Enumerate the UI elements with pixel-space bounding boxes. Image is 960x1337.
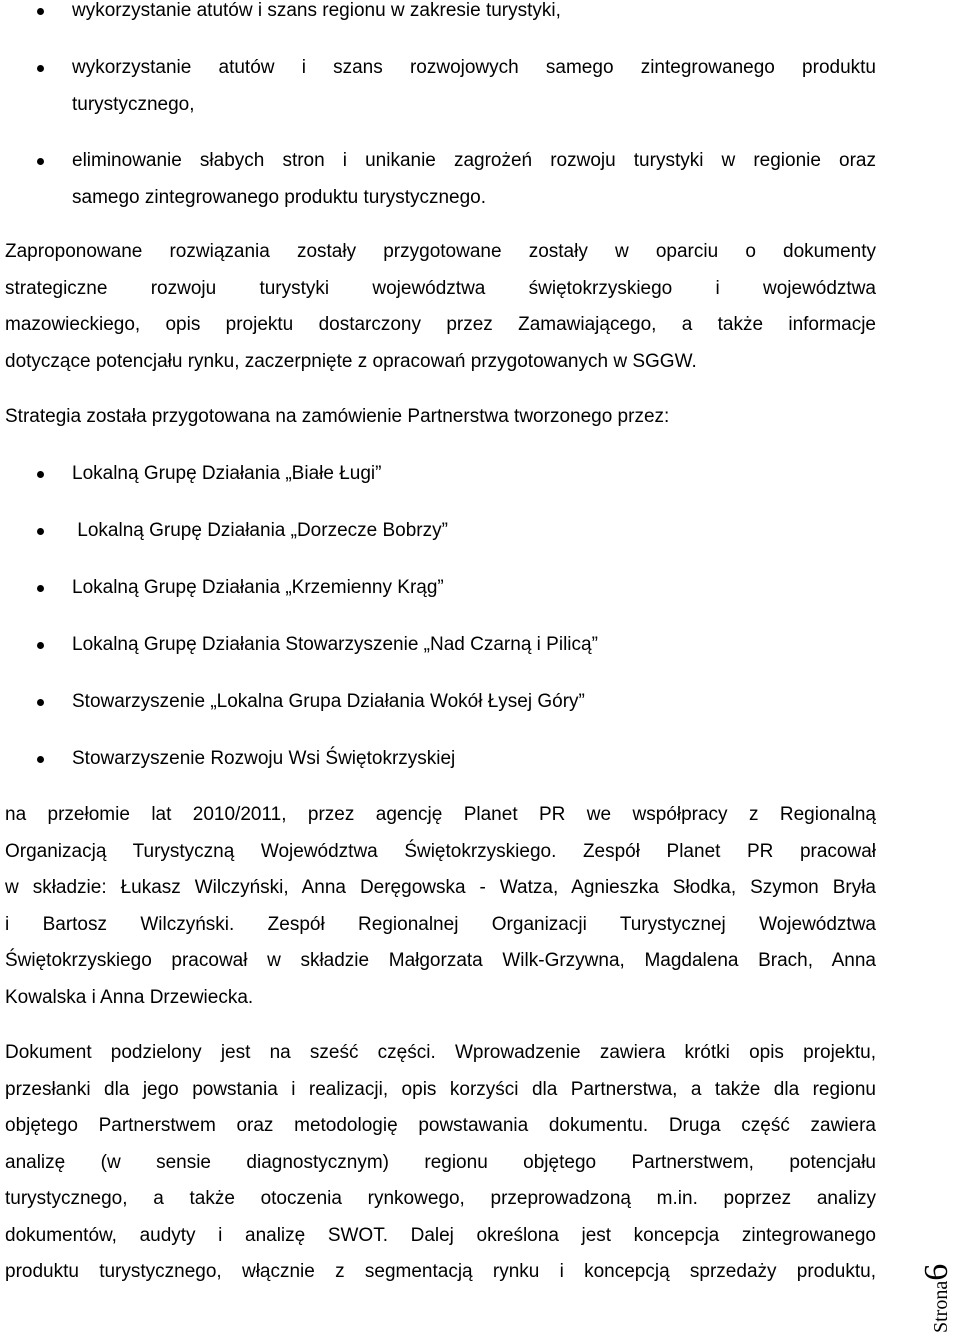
paragraph-line: w składzie: Łukasz Wilczyński, Anna Deręgowska - Watza, Agnieszka Słodka, Szymon Bryła <box>5 877 876 898</box>
paragraph-partnership-intro <box>5 399 876 436</box>
paragraph-line: mazowieckiego, opis projektu dostarczony przez Zamawiającego, a także informacje <box>5 314 876 335</box>
paragraph-structure <box>5 1035 876 1291</box>
list-item <box>0 684 960 741</box>
list-item-text: Stowarzyszenie „Lokalna Grupa Działania Wokół Łysej Góry” <box>72 691 585 712</box>
paragraph-line: produktu turystycznego, włącznie z segmentacją rynku i koncepcją sprzedaży produktu, <box>5 1261 876 1282</box>
paragraph-line: strategiczne rozwoju turystyki województwa świętokrzyskiego i województwa <box>5 277 876 299</box>
list-item <box>0 513 960 570</box>
paragraph-line: Zaproponowane rozwiązania zostały przygotowane zostały w oparciu o dokumenty <box>5 241 876 262</box>
paragraph-line: i Bartosz Wilczyński. Zespół Regionalnej Organizacji Turystycznej Województwa <box>5 913 876 935</box>
paragraph-line: dokumentów, audyty i analizę SWOT. Dalej określona jest koncepcja zintegrowanego <box>5 1224 876 1246</box>
list-item <box>0 570 960 627</box>
paragraph-line: Kowalska i Anna Drzewiecka. <box>5 986 254 1008</box>
bullet-icon <box>37 699 44 706</box>
paragraph-line: Organizacją Turystyczną Województwa Świętokrzyskiego. Zespół Planet PR pracował <box>5 840 876 862</box>
partners-list <box>0 456 960 798</box>
list-item-text: Lokalną Grupę Działania „Krzemienny Krąg” <box>72 577 444 598</box>
bullet-icon <box>37 585 44 592</box>
list-item <box>0 456 960 513</box>
list-item <box>0 627 960 684</box>
list-item-text: Lokalną Grupę Działania „Dorzecze Bobrzy” <box>72 520 448 541</box>
bullet-icon <box>37 642 44 649</box>
list-item <box>0 741 960 798</box>
bullet-icon <box>37 8 44 15</box>
list-item <box>0 143 960 236</box>
paragraph-line: Świętokrzyskiego pracował w składzie Małgorzata Wilk-Grzywna, Magdalena Brach, Anna <box>5 950 876 971</box>
list-item-text: wykorzystanie atutów i szans regionu w zakresie turystyki, <box>72 0 561 21</box>
bullet-icon <box>37 756 44 763</box>
page-number-label-text <box>918 1264 956 1333</box>
list-item-text: samego zintegrowanego produktu turystycznego. <box>72 186 487 208</box>
paragraph-line: Strategia została przygotowana na zamówienie Partnerstwa tworzonego przez: <box>5 406 670 427</box>
bullet-icon <box>37 65 44 72</box>
paragraph-line: przesłanki dla jego powstania i realizacji, opis korzyści dla Partnerstwa, a także dla regionu <box>5 1078 876 1100</box>
list-item-text: eliminowanie słabych stron i unikanie zagrożeń rozwoju turystyki w regionie oraz <box>72 150 876 171</box>
page-number: 6 <box>918 1263 955 1281</box>
page-label-word: Strona <box>930 1280 952 1333</box>
paragraph-line: dotyczące potencjału rynku, zaczerpnięte z opracowań przygotowanych w SGGW. <box>5 350 697 372</box>
list-item <box>0 0 960 50</box>
list-item-text: Lokalną Grupę Działania „Białe Ługi” <box>72 463 382 484</box>
paragraph-line: Dokument podzielony jest na sześć części. Wprowadzenie zawiera krótki opis projektu, <box>5 1042 876 1063</box>
page-number-label <box>918 1243 956 1333</box>
paragraph-line: turystycznego, a także otoczenia rynkowego, przeprowadzoną m.in. poprzez analizy <box>5 1188 876 1209</box>
list-item-text: turystycznego, <box>72 93 195 115</box>
bullet-icon <box>37 158 44 165</box>
paragraph-line: objętego Partnerstwem oraz metodologię powstawania dokumentu. Druga część zawiera <box>5 1115 876 1136</box>
paragraph-line: na przełomie lat 2010/2011, przez agencję Planet PR we współpracy z Regionalną <box>5 804 876 825</box>
paragraph-sources <box>5 234 876 380</box>
list-item-text: Stowarzyszenie Rozwoju Wsi Świętokrzyskiej <box>72 748 456 769</box>
paragraph-authors <box>5 797 876 1016</box>
list-item-text: Lokalną Grupę Działania Stowarzyszenie „Nad Czarną i Pilicą” <box>72 634 598 655</box>
bullet-icon <box>37 471 44 478</box>
list-item-text: wykorzystanie atutów i szans rozwojowych samego zintegrowanego produktu <box>72 57 876 78</box>
bullet-icon <box>37 528 44 535</box>
paragraph-line: analizę (w sensie diagnostycznym) regionu objętego Partnerstwem, potencjału <box>5 1151 876 1173</box>
list-item <box>0 50 960 143</box>
objectives-list <box>0 0 960 236</box>
